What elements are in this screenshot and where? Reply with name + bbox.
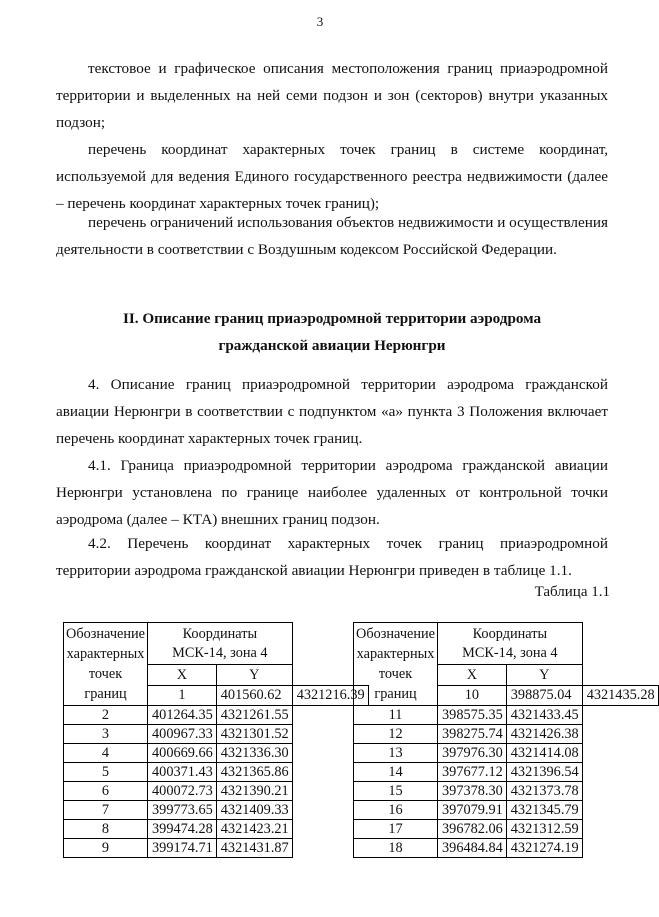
table-row — [354, 782, 659, 801]
y-coordinate-cell: 4321365.86 — [216, 763, 292, 782]
table-row — [354, 725, 659, 744]
point-number-cell: 2 — [64, 706, 148, 725]
y-coordinate-cell: 4321423.21 — [216, 820, 292, 839]
point-number-cell: 10 — [438, 685, 507, 706]
table-right-body — [354, 623, 659, 858]
y-header: Y — [216, 665, 292, 685]
point-number-cell: 3 — [64, 725, 148, 744]
point-number-cell: 8 — [64, 820, 148, 839]
x-coordinate-cell: 400967.33 — [148, 725, 217, 744]
designation-header-line1: Обозначение — [356, 626, 436, 642]
point-number-cell: 7 — [64, 801, 148, 820]
point-number-cell: 12 — [354, 725, 438, 744]
x-coordinate-cell: 401560.62 — [216, 685, 292, 706]
designation-header-line2: характерных — [356, 646, 435, 662]
paragraph-4-1: 4.1. Граница приаэродромной территории аэродрома гражданской авиации Нерюнгри установлена по границе наиболее удаленных от контрольной точки аэродрома (далее – КТА) внешних границ подзон. — [56, 457, 608, 528]
table-row — [64, 725, 369, 744]
paragraph-4-2: 4.2. Перечень координат характерных точек границ приаэродромной территории аэродрома гражданской авиации Нерюнгри приведен в таблице 1.1. — [56, 535, 608, 579]
x-coordinate-cell: 400072.73 — [148, 782, 217, 801]
coordinates-header — [438, 623, 583, 665]
designation-header — [354, 623, 438, 706]
table-row — [354, 820, 659, 839]
x-coordinate-cell: 397079.91 — [438, 801, 507, 820]
y-coordinate-cell: 4321216.39 — [292, 685, 368, 706]
coordinates-table-right — [353, 622, 659, 858]
designation-header-line3: точек границ — [84, 666, 127, 702]
point-number-cell: 11 — [354, 706, 438, 725]
designation-header-line2: характерных — [66, 646, 145, 662]
point-number-cell: 1 — [148, 685, 217, 706]
x-coordinate-cell: 396484.84 — [438, 839, 507, 858]
y-coordinate-cell: 4321431.87 — [216, 839, 292, 858]
designation-header-line1: Обозначение — [66, 626, 146, 642]
x-coordinate-cell: 397378.30 — [438, 782, 507, 801]
x-coordinate-cell: 399773.65 — [148, 801, 217, 820]
coordinates-header — [148, 623, 293, 665]
table-row — [354, 763, 659, 782]
table-row — [64, 706, 369, 725]
designation-header — [64, 623, 148, 706]
y-coordinate-cell: 4321414.08 — [506, 744, 582, 763]
point-number-cell: 6 — [64, 782, 148, 801]
table-row — [64, 782, 369, 801]
coordinates-header-line2: МСК-14, зона 4 — [172, 644, 268, 661]
x-coordinate-cell: 400371.43 — [148, 763, 217, 782]
y-coordinate-cell: 4321274.19 — [506, 839, 582, 858]
point-number-cell: 17 — [354, 820, 438, 839]
table-header-row — [354, 623, 659, 665]
y-coordinate-cell: 4321396.54 — [506, 763, 582, 782]
point-number-cell: 4 — [64, 744, 148, 763]
paragraph-coordinates-list: перечень координат характерных точек границ в системе координат, используемой для ведения Единого государственного реестра недвижимости (далее – перечень координат характерных точек границ); — [56, 141, 608, 212]
x-coordinate-cell: 396782.06 — [438, 820, 507, 839]
table-row — [354, 706, 659, 725]
y-coordinate-cell: 4321373.78 — [506, 782, 582, 801]
x-coordinate-cell: 401264.35 — [148, 706, 217, 725]
x-coordinate-cell: 397976.30 — [438, 744, 507, 763]
point-number-cell: 16 — [354, 801, 438, 820]
point-number-cell: 18 — [354, 839, 438, 858]
y-coordinate-cell: 4321345.79 — [506, 801, 582, 820]
coordinates-header-line1: Координаты — [472, 625, 548, 642]
y-coordinate-cell: 4321433.45 — [506, 706, 582, 725]
y-coordinate-cell: 4321336.30 — [216, 744, 292, 763]
point-number-cell: 5 — [64, 763, 148, 782]
x-coordinate-cell: 397677.12 — [438, 763, 507, 782]
y-coordinate-cell: 4321409.33 — [216, 801, 292, 820]
table-row — [354, 801, 659, 820]
table-caption: Таблица 1.1 — [534, 584, 610, 600]
table-row — [64, 744, 369, 763]
table-row — [64, 820, 369, 839]
table-left-body — [64, 623, 369, 858]
table-row — [64, 763, 369, 782]
x-header: X — [148, 665, 217, 685]
x-coordinate-cell: 398875.04 — [506, 685, 582, 706]
point-number-cell: 13 — [354, 744, 438, 763]
x-coordinate-cell: 399174.71 — [148, 839, 217, 858]
table-row — [354, 744, 659, 763]
paragraph-restrictions-list: перечень ограничений использования объектов недвижимости и осуществления деятельности в соответствии с Воздушным кодексом Российской Федерации. — [56, 214, 608, 258]
x-coordinate-cell: 399474.28 — [148, 820, 217, 839]
page-number: 3 — [316, 14, 324, 29]
coordinates-header-line1: Координаты — [182, 625, 258, 642]
y-header: Y — [506, 665, 582, 685]
y-coordinate-cell: 4321435.28 — [582, 685, 658, 706]
point-number-cell: 9 — [64, 839, 148, 858]
table-row — [354, 839, 659, 858]
section-heading-line2: гражданской авиации Нерюнгри — [218, 337, 446, 354]
table-row — [64, 839, 369, 858]
section-heading-line1: II. Описание границ приаэродромной территории аэродрома — [122, 310, 542, 327]
y-coordinate-cell: 4321261.55 — [216, 706, 292, 725]
point-number-cell: 15 — [354, 782, 438, 801]
paragraph-4: 4. Описание границ приаэродромной территории аэродрома гражданской авиации Нерюнгри в соответствии с подпунктом «а» пункта 3 Положения включает перечень координат характерных точек границ. — [56, 376, 608, 447]
paragraph-descriptions: текстовое и графическое описания местоположения границ приаэродромной территории и выделенных на ней семи подзон и зон (секторов) внутри указанных подзон; — [56, 60, 608, 131]
y-coordinate-cell: 4321312.59 — [506, 820, 582, 839]
x-coordinate-cell: 400669.66 — [148, 744, 217, 763]
y-coordinate-cell: 4321390.21 — [216, 782, 292, 801]
table-row — [64, 801, 369, 820]
point-number-cell: 14 — [354, 763, 438, 782]
y-coordinate-cell: 4321426.38 — [506, 725, 582, 744]
table-header-row — [64, 623, 369, 665]
coordinates-header-line2: МСК-14, зона 4 — [462, 644, 558, 661]
x-coordinate-cell: 398575.35 — [438, 706, 507, 725]
x-header: X — [438, 665, 507, 685]
x-coordinate-cell: 398275.74 — [438, 725, 507, 744]
designation-header-line3: точек границ — [374, 666, 417, 702]
y-coordinate-cell: 4321301.52 — [216, 725, 292, 744]
coordinates-table-left — [63, 622, 369, 858]
